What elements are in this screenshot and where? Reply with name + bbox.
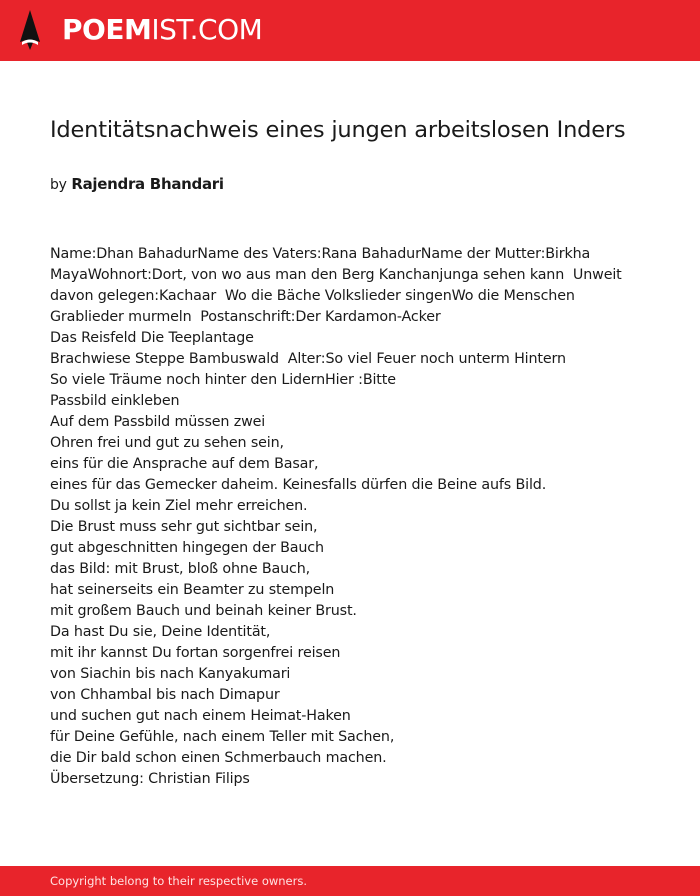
poem-line: eines für das Gemecker daheim. Keinesfalls dürfen die Beine aufs Bild. bbox=[50, 477, 547, 493]
poem-line: Brachwiese Steppe Bambuswald Alter:So viel Feuer noch unterm Hintern bbox=[50, 351, 566, 367]
pen-nib-icon bbox=[18, 9, 42, 51]
site-logo[interactable] bbox=[62, 10, 262, 50]
poem-line: das Bild: mit Brust, bloß ohne Bauch, bbox=[50, 561, 311, 577]
poem-line: von Chhambal bis nach Dimapur bbox=[50, 687, 280, 703]
logo-light-text: IST.COM bbox=[151, 13, 263, 46]
poem-line: hat seinerseits ein Beamter zu stempeln bbox=[50, 582, 335, 598]
poem-line: Grablieder murmeln Postanschrift:Der Kardamon-Acker bbox=[50, 309, 441, 325]
poem-line: Übersetzung: Christian Filips bbox=[50, 771, 250, 787]
poem-line: So viele Träume noch hinter den LidernHier :Bitte bbox=[50, 372, 396, 388]
poem-line: mit ihr kannst Du fortan sorgenfrei reisen bbox=[50, 645, 341, 661]
poem-line: Die Brust muss sehr gut sichtbar sein, bbox=[50, 519, 318, 535]
poem-line: die Dir bald schon einen Schmerbauch machen. bbox=[50, 750, 387, 766]
logo-bold-text: POEM bbox=[62, 13, 152, 46]
poem-line: Ohren frei und gut zu sehen sein, bbox=[50, 435, 284, 451]
poem-line: Passbild einkleben bbox=[50, 393, 180, 409]
poem-line: MayaWohnort:Dort, von wo aus man den Berg Kanchanjunga sehen kann Unweit bbox=[50, 267, 622, 283]
footer-bar bbox=[0, 866, 700, 896]
poem-line: und suchen gut nach einem Heimat-Haken bbox=[50, 708, 351, 724]
poem-line: Da hast Du sie, Deine Identität, bbox=[50, 624, 271, 640]
poem-line: mit großem Bauch und beinah keiner Brust. bbox=[50, 603, 357, 619]
poem-line: für Deine Gefühle, nach einem Teller mit Sachen, bbox=[50, 729, 395, 745]
poem-line: Du sollst ja kein Ziel mehr erreichen. bbox=[50, 498, 308, 514]
poem-line: gut abgeschnitten hingegen der Bauch bbox=[50, 540, 324, 556]
poem-line: Das Reisfeld Die Teeplantage bbox=[50, 330, 254, 346]
poem-line: Name:Dhan BahadurName des Vaters:Rana BahadurName der Mutter:Birkha bbox=[50, 246, 591, 262]
poem-title: Identitätsnachweis eines jungen arbeitslosen Inders bbox=[50, 117, 626, 143]
byline bbox=[50, 174, 224, 195]
poem-line: von Siachin bis nach Kanyakumari bbox=[50, 666, 291, 682]
header-bar bbox=[0, 0, 700, 61]
author-name[interactable]: Rajendra Bhandari bbox=[71, 175, 224, 193]
poem-line: eins für die Ansprache auf dem Basar, bbox=[50, 456, 319, 472]
poem-line: davon gelegen:Kachaar Wo die Bäche Volkslieder singenWo die Menschen bbox=[50, 288, 575, 304]
poem-body bbox=[50, 244, 670, 790]
copyright-text: Copyright belong to their respective owners. bbox=[50, 874, 308, 888]
poem-line: Auf dem Passbild müssen zwei bbox=[50, 414, 266, 430]
by-label: by bbox=[50, 177, 67, 193]
